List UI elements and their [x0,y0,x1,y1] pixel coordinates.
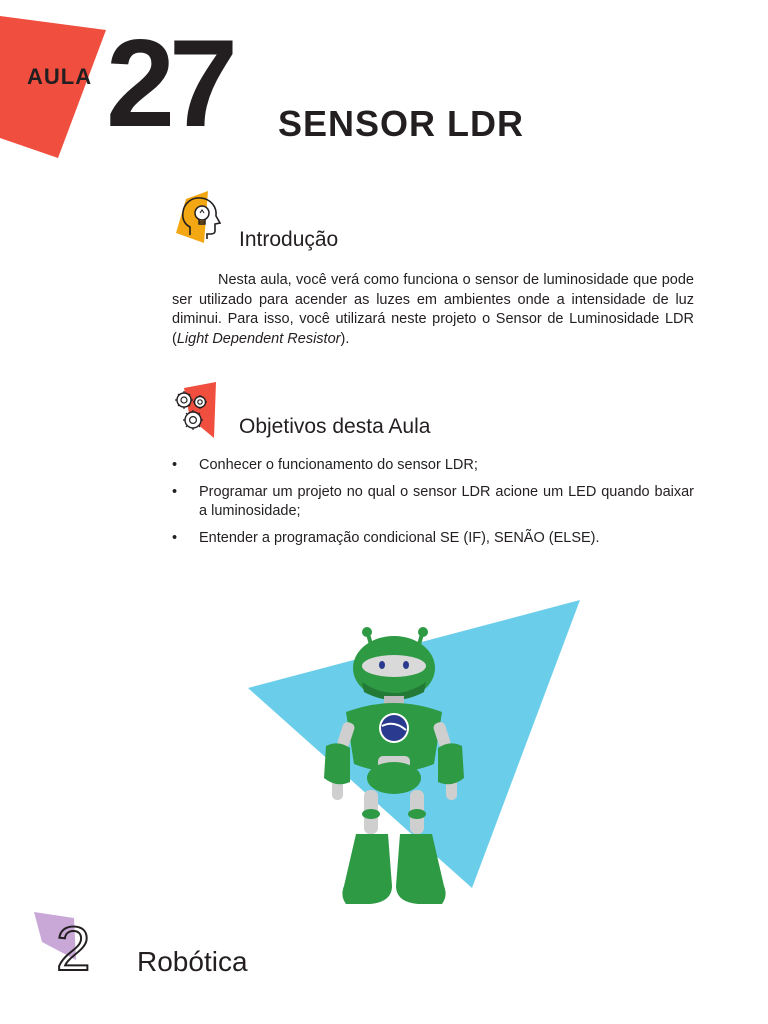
objectives-heading: Objetivos desta Aula [239,415,431,438]
aula-label: AULA [27,64,93,89]
list-item [172,456,694,476]
intro-heading: Introdução [239,228,339,251]
bullet: • [172,483,178,500]
intro-text-end: ). [340,330,350,347]
objective-text: Programar um projeto no qual o sensor LDR acione um LED quando baixar a luminosidade; [199,483,694,519]
intro-paragraph [172,271,694,349]
head-lightbulb-icon [174,191,224,243]
list-item [172,483,694,522]
page-number: 2 [56,915,91,984]
intro-text: Nesta aula, você verá como funciona o sensor de luminosidade que pode ser utilizado para acender as luzes em ambientes onde a intensidade de luz diminui. Para isso, você utilizará neste projeto o Sensor de Luminosidade LDR ( [172,272,694,347]
lesson-title: SENSOR LDR [278,103,525,144]
robot-illustration [246,596,582,912]
footer-title: Robótica [137,946,248,977]
bullet: • [172,529,178,546]
gears-icon [174,380,220,440]
list-item [172,529,694,549]
objective-text: Conhecer o funcionamento do sensor LDR; [199,457,478,473]
objective-text: Entender a programação condicional SE (IF), SENÃO (ELSE). [199,529,600,546]
bullet: • [172,457,178,473]
intro-text-italic: Light Dependent Resistor [176,330,341,347]
objectives-list [172,456,694,555]
lesson-number: 27 [106,15,232,153]
